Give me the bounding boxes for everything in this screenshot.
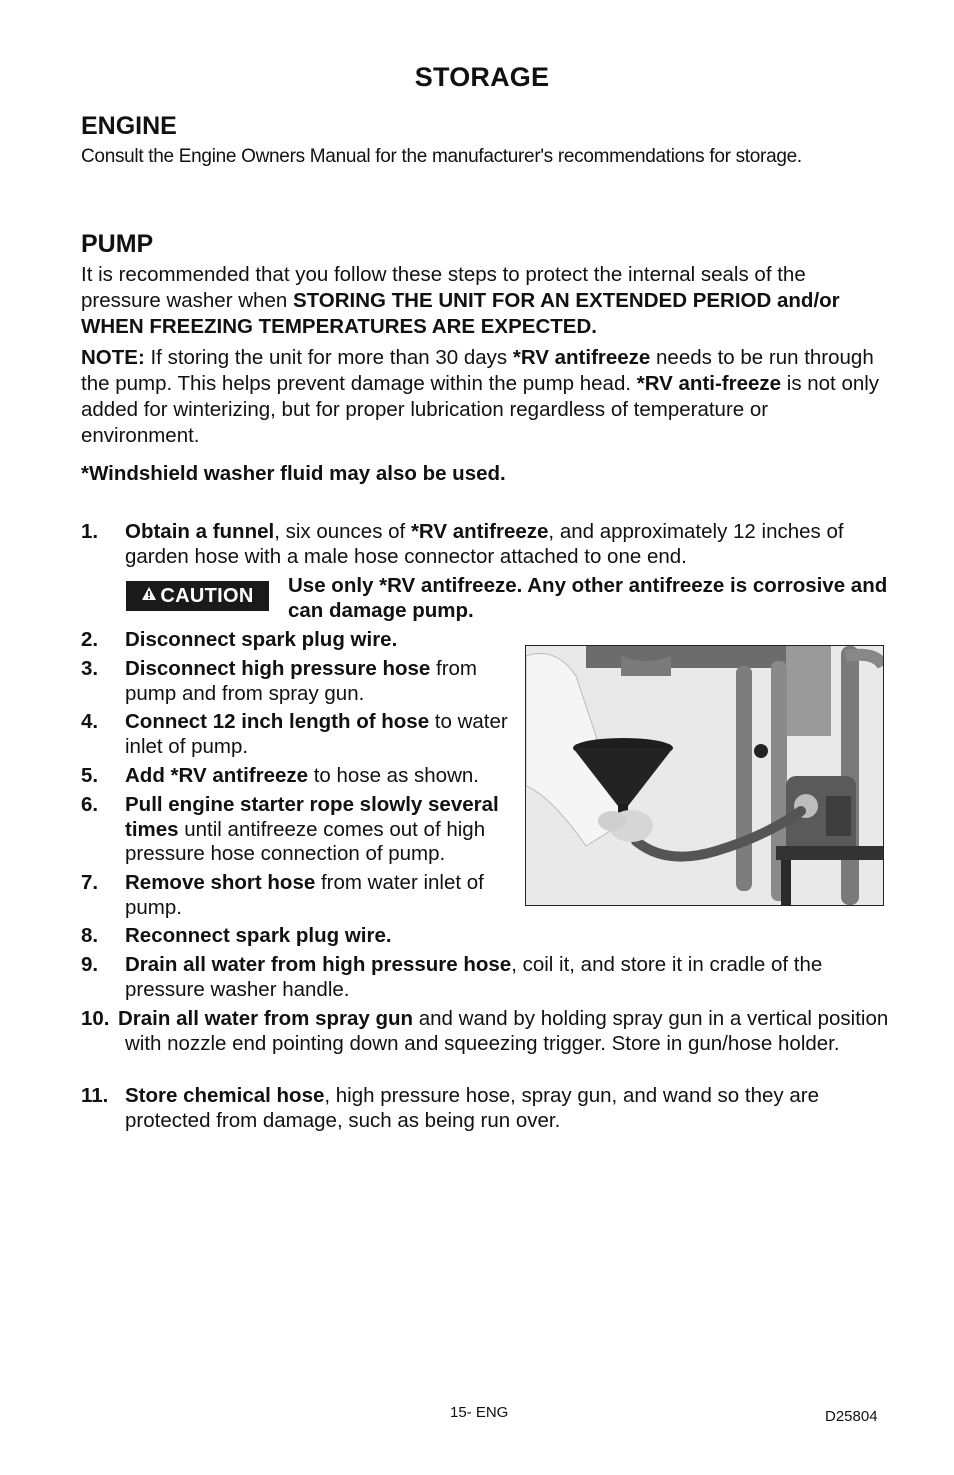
engine-heading: ENGINE: [81, 112, 177, 140]
pump-intro-bold: STORING THE UNIT FOR AN EXTENDED PERIOD and/or WHEN FREEZING TEMPERATURES ARE EXPECTED.: [81, 289, 840, 338]
step-body: [125, 953, 891, 1002]
step-9: [81, 953, 891, 1002]
step-1: [81, 520, 891, 569]
step-number: 5.: [81, 764, 99, 787]
step-bold: Drain all water from spray gun: [118, 1007, 414, 1030]
windshield-note: [81, 461, 891, 487]
step-number: 8.: [81, 924, 99, 947]
note-bold-1: *RV antifreeze: [512, 346, 651, 369]
step-bold: Remove short hose: [125, 871, 316, 894]
step-body: [125, 764, 526, 789]
pump-note: [81, 345, 891, 449]
step-text: from pump and from spray gun.: [125, 657, 478, 705]
step-number: 7.: [81, 871, 99, 894]
note-bold-2: *RV anti-freeze: [636, 372, 782, 395]
step-number: 4.: [81, 710, 99, 733]
step-7: [81, 871, 526, 920]
step-body: [125, 710, 526, 759]
step-bold: Store chemical hose: [125, 1084, 325, 1107]
step-body: [125, 793, 526, 867]
caution-text: Use only *RV antifreeze. Any other antifreeze is corrosive and can damage pump.: [288, 574, 888, 622]
page-number: 15- ENG: [450, 1404, 509, 1421]
step-10: [81, 1007, 891, 1056]
step-text-2: , and approximately 12 inches of garden hose with a male hose connector attached to one end.: [125, 520, 844, 568]
page-title: STORAGE: [414, 62, 550, 92]
step-8: [81, 924, 891, 949]
step-text: , six ounces of: [274, 520, 411, 543]
windshield-note-text: *Windshield washer fluid may also be used.: [81, 462, 506, 485]
step-text: , high pressure hose, spray gun, and wand so they are protected from damage, such as being run over.: [125, 1084, 819, 1132]
step-body: [125, 520, 891, 569]
warning-triangle-icon: [141, 586, 157, 606]
document-code: D25804: [825, 1408, 878, 1425]
step-text: until antifreeze comes out of high pressure hose connection of pump.: [125, 817, 486, 865]
step-bold-2: *RV antifreeze: [410, 520, 549, 543]
step-bold: Pull engine starter rope slowly several times: [125, 793, 499, 841]
step-11: [81, 1084, 891, 1133]
pump-heading: PUMP: [81, 230, 154, 258]
step-text: , coil it, and store it in cradle of the pressure washer handle.: [125, 953, 823, 1001]
step-bold: Disconnect high pressure hose: [125, 657, 431, 680]
step-text: from water inlet of pump.: [125, 871, 484, 919]
step-6: [81, 793, 526, 867]
step-bold: Obtain a funnel: [125, 520, 275, 543]
step-body: [125, 1084, 891, 1133]
step-body: [125, 657, 526, 706]
step-4: [81, 710, 526, 759]
step-number: 6.: [81, 793, 99, 816]
step-number: 9.: [81, 953, 99, 976]
step-number: 10.: [81, 1007, 110, 1030]
caution-badge: [126, 581, 269, 611]
note-text-3: is not only added for winterizing, but for proper lubrication regardless of temperature or environment.: [81, 372, 880, 447]
funnel-hose-photo: [525, 645, 884, 906]
caution-label: CAUTION: [160, 584, 254, 607]
step-bold: Reconnect spark plug wire.: [125, 924, 392, 947]
pump-intro: [81, 262, 891, 340]
step-bold: Disconnect spark plug wire.: [125, 628, 398, 651]
step-number: 2.: [81, 628, 99, 651]
photo-illustration: [526, 646, 883, 905]
step-body: [125, 924, 891, 949]
step-text: and wand by holding spray gun in a vertical position with nozzle end pointing down and squeezing trigger. Store in gun/hose holder.: [125, 1007, 889, 1055]
step-bold: Connect 12 inch length of hose: [125, 710, 430, 733]
step-bold: Drain all water from high pressure hose: [125, 953, 512, 976]
note-text-2: needs to be run through the pump. This helps prevent damage within the pump head.: [81, 346, 874, 395]
step-body: [125, 871, 526, 920]
step-number: 3.: [81, 657, 99, 680]
step-3: [81, 657, 526, 706]
note-text-1: If storing the unit for more than 30 days: [144, 346, 513, 369]
step-bold: Add *RV antifreeze: [125, 764, 309, 787]
note-label: NOTE:: [81, 346, 145, 369]
step-text: to water inlet of pump.: [125, 710, 508, 758]
engine-text: Consult the Engine Owners Manual for the manufacturer's recommendations for storage.: [81, 146, 802, 167]
step-text: to hose as shown.: [308, 764, 479, 787]
step-number: 11.: [81, 1084, 109, 1107]
pump-intro-text: It is recommended that you follow these steps to protect the internal seals of the pressure washer when: [81, 263, 806, 312]
step-number: 1.: [81, 520, 99, 543]
step-5: [81, 764, 526, 789]
step-body: [118, 1007, 891, 1056]
